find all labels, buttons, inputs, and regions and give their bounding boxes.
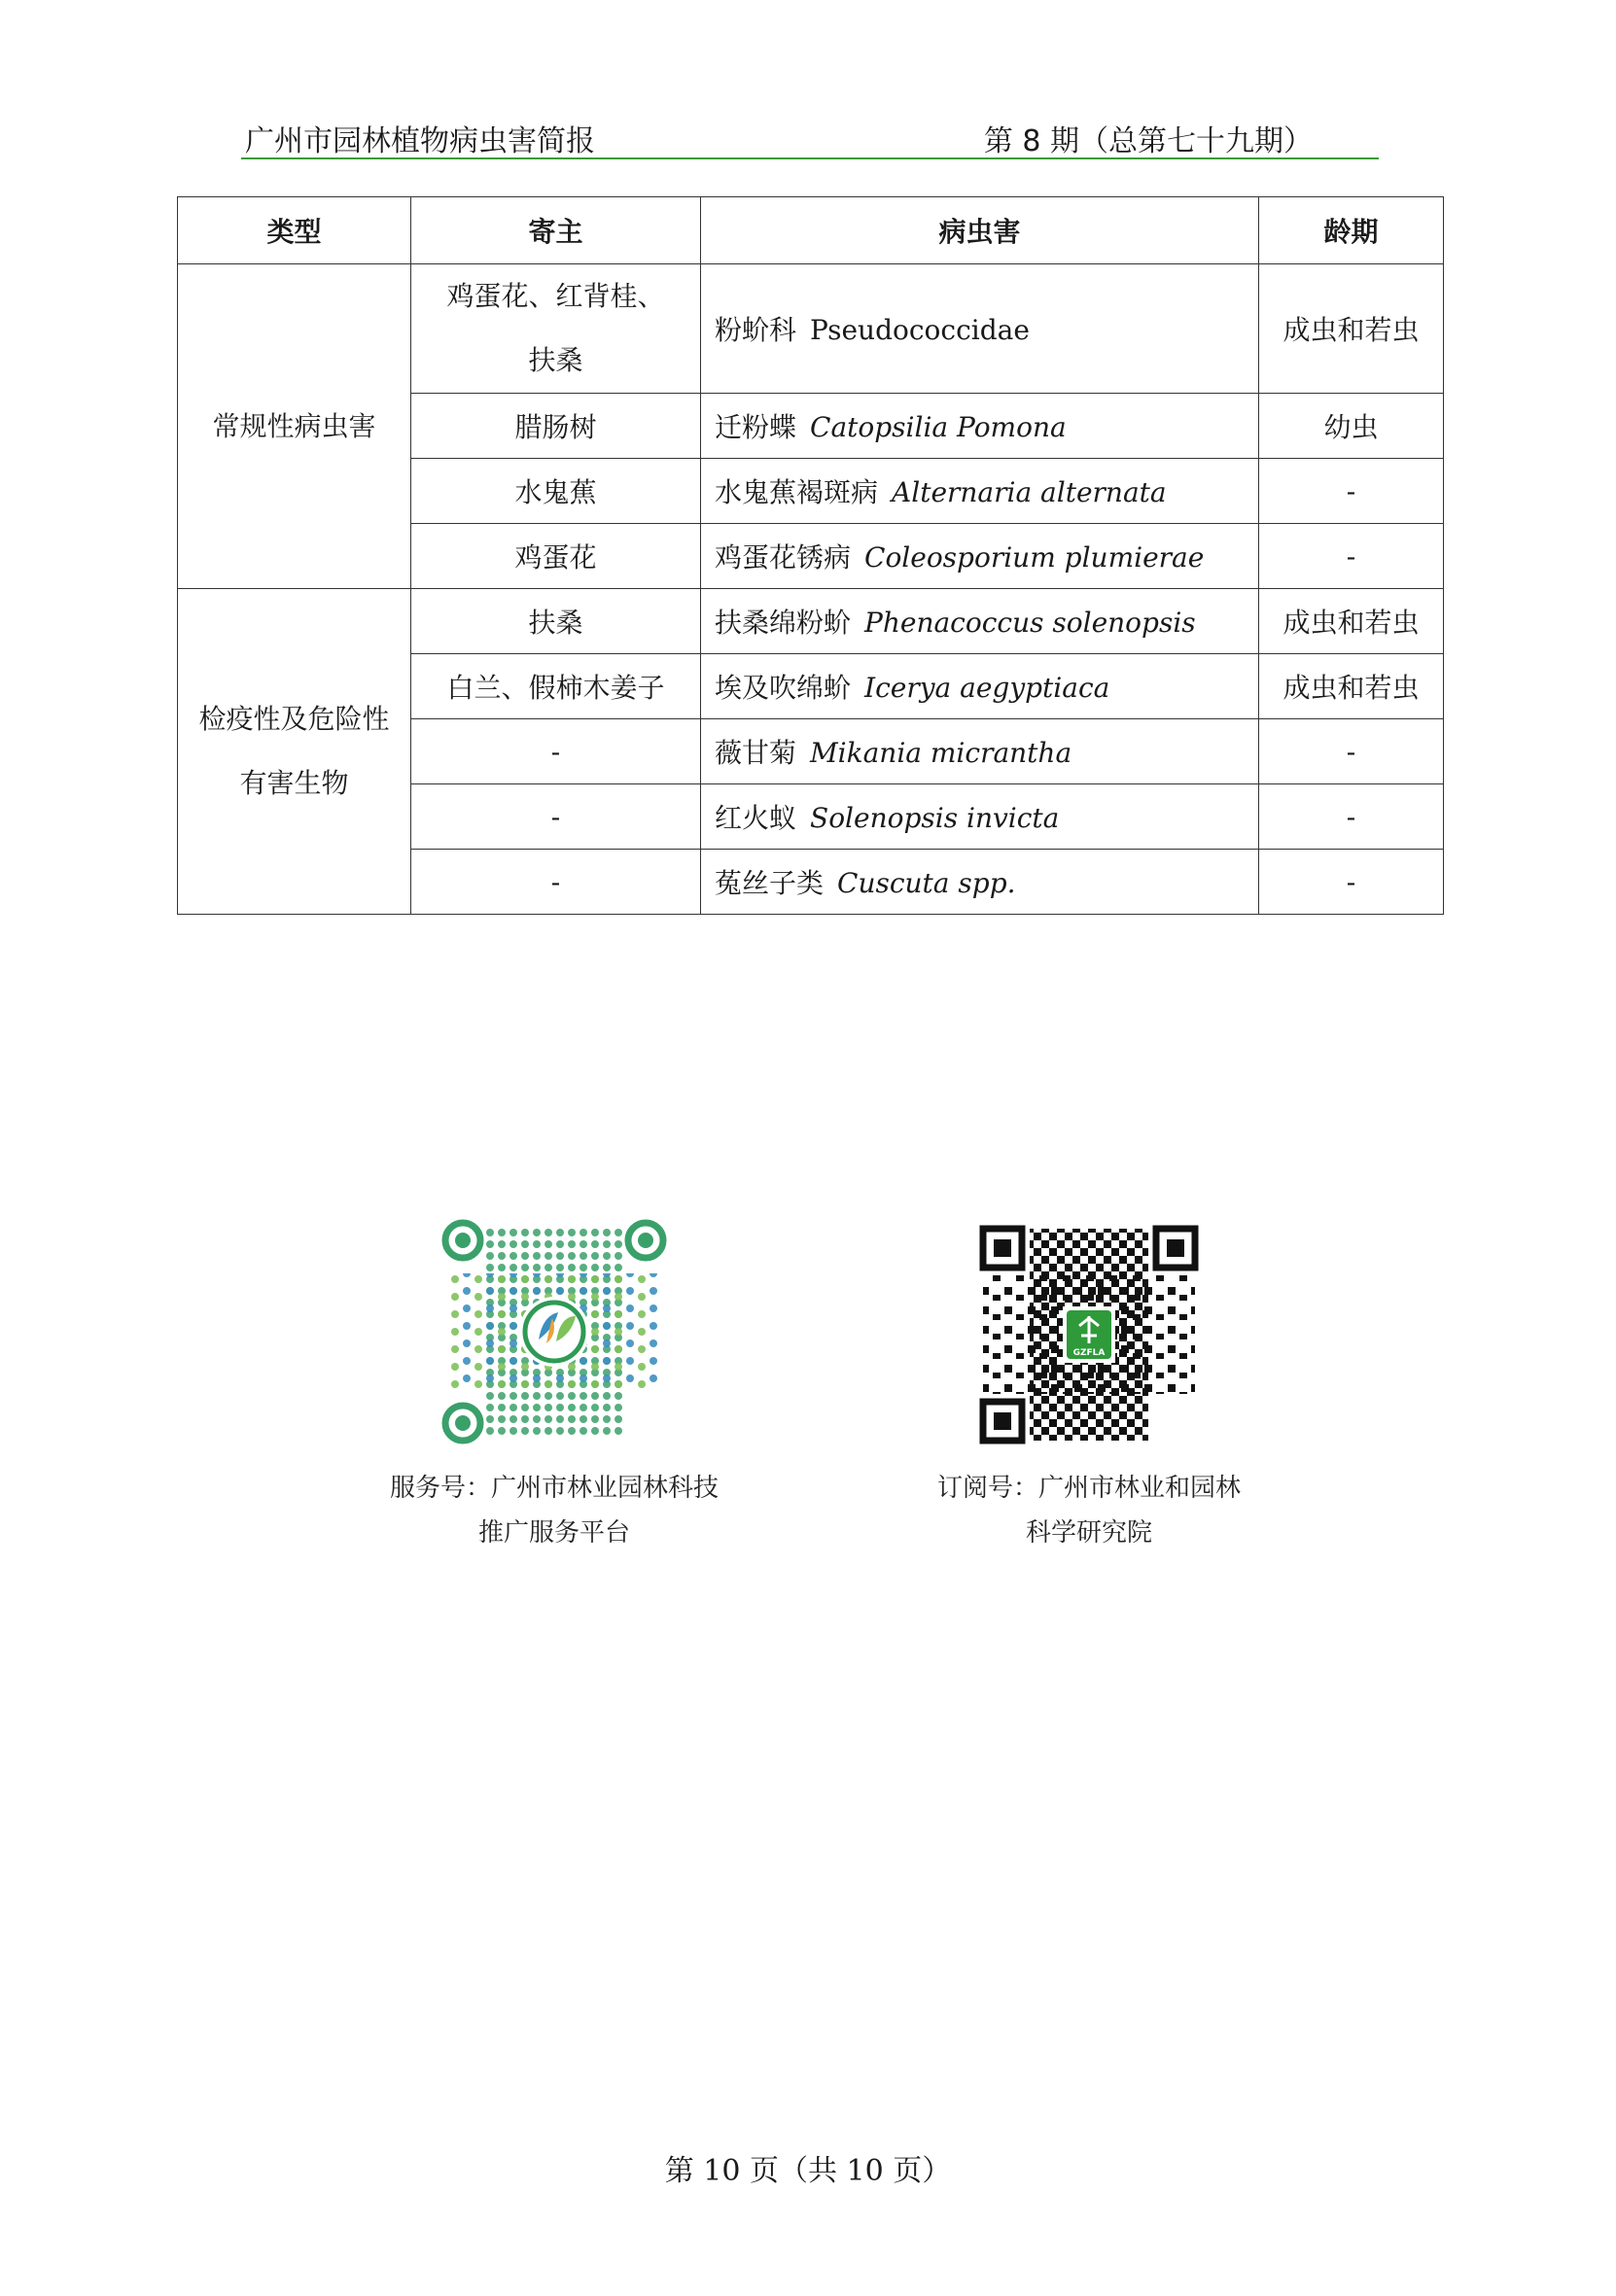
page-header xyxy=(241,115,1379,159)
host-label: 扶桑 xyxy=(528,607,583,639)
stage-cell: - xyxy=(1259,719,1444,784)
host-label: - xyxy=(550,865,561,898)
host-cell xyxy=(411,589,701,654)
stage-cell: - xyxy=(1259,459,1444,524)
pest-cell xyxy=(701,784,1259,850)
host-cell xyxy=(411,784,701,850)
host-cell xyxy=(411,459,701,524)
table-row xyxy=(178,264,1444,394)
qr-caption: 订阅号：广州市林业和园林 xyxy=(936,1474,1241,1503)
host-label: 鸡蛋花 xyxy=(514,541,597,574)
host-label: 白兰、假柿木姜子 xyxy=(446,672,665,704)
pest-common-name: 粉蚧科 xyxy=(715,314,797,346)
stage-cell: 成虫和若虫 xyxy=(1259,654,1444,719)
category-label: 检疫性及危险性 xyxy=(198,703,390,735)
service-account-qr-block xyxy=(350,1215,758,1555)
host-label: - xyxy=(550,800,561,833)
column-header: 类型 xyxy=(178,197,411,264)
host-label: 鸡蛋花、红背桂、 xyxy=(446,280,665,312)
pest-scientific-name: Phenacoccus solenopsis xyxy=(864,607,1196,639)
category-cell xyxy=(178,589,411,915)
pest-common-name: 迁粉蝶 xyxy=(715,411,797,443)
host-cell xyxy=(411,264,701,394)
pest-cell xyxy=(701,850,1259,915)
stage-cell: - xyxy=(1259,524,1444,589)
qr-caption: 科学研究院 xyxy=(1025,1518,1152,1548)
pest-common-name: 埃及吹绵蚧 xyxy=(715,672,852,704)
logo-text: GZFLA xyxy=(1072,1348,1106,1358)
pest-table xyxy=(177,196,1444,915)
pest-common-name: 菟丝子类 xyxy=(715,867,825,899)
pest-scientific-name: Catopsilia Pomona xyxy=(810,411,1067,443)
host-label: 扶桑 xyxy=(528,344,583,376)
table-header-row xyxy=(178,197,1444,264)
pest-scientific-name: Solenopsis invicta xyxy=(810,802,1060,834)
host-label: 腊肠树 xyxy=(514,411,597,443)
pest-common-name: 鸡蛋花锈病 xyxy=(715,541,852,574)
pest-scientific-name: Pseudococcidae xyxy=(810,314,1030,346)
category-cell xyxy=(178,264,411,589)
subscription-account-qr-block xyxy=(885,1225,1293,1555)
pest-cell xyxy=(701,719,1259,784)
pest-cell xyxy=(701,589,1259,654)
stage-cell: - xyxy=(1259,784,1444,850)
qr-code-icon[interactable] xyxy=(438,1215,671,1448)
pest-common-name: 扶桑绵粉蚧 xyxy=(715,607,852,639)
host-cell xyxy=(411,654,701,719)
table-row xyxy=(178,589,1444,654)
pest-cell xyxy=(701,264,1259,394)
host-cell xyxy=(411,524,701,589)
stage-cell: 幼虫 xyxy=(1259,394,1444,459)
host-cell xyxy=(411,394,701,459)
pest-common-name: 薇甘菊 xyxy=(715,737,797,769)
pest-scientific-name: Icerya aegyptiaca xyxy=(864,672,1110,704)
pest-cell xyxy=(701,524,1259,589)
page-number: 第 10 页（共 10 页） xyxy=(664,2154,952,2188)
category-label: 有害生物 xyxy=(239,767,349,799)
stage-cell: 成虫和若虫 xyxy=(1259,264,1444,394)
pest-cell xyxy=(701,459,1259,524)
host-label: 水鬼蕉 xyxy=(514,476,597,508)
pest-scientific-name: Coleosporium plumierae xyxy=(864,541,1205,574)
qr-code-icon[interactable] xyxy=(979,1225,1199,1444)
category-label: 常规性病虫害 xyxy=(212,409,376,442)
qr-caption: 服务号：广州市林业园林科技 xyxy=(389,1474,719,1503)
pest-scientific-name: Cuscuta spp. xyxy=(837,867,1016,899)
pest-scientific-name: Alternaria alternata xyxy=(892,476,1167,508)
bulletin-title: 广州市园林植物病虫害简报 xyxy=(245,124,595,158)
host-cell xyxy=(411,850,701,915)
pest-cell xyxy=(701,394,1259,459)
stage-cell: 成虫和若虫 xyxy=(1259,589,1444,654)
column-header: 龄期 xyxy=(1259,197,1444,264)
host-cell xyxy=(411,719,701,784)
stage-cell: - xyxy=(1259,850,1444,915)
issue-number: 第 8 期（总第七十九期） xyxy=(983,124,1313,158)
pest-scientific-name: Mikania micrantha xyxy=(810,737,1072,769)
column-header: 病虫害 xyxy=(701,197,1259,264)
pest-common-name: 水鬼蕉褐斑病 xyxy=(715,476,879,508)
pest-cell xyxy=(701,654,1259,719)
qr-caption: 推广服务平台 xyxy=(477,1518,630,1548)
pest-common-name: 红火蚁 xyxy=(715,802,797,834)
host-label: - xyxy=(550,735,561,768)
column-header: 寄主 xyxy=(411,197,701,264)
